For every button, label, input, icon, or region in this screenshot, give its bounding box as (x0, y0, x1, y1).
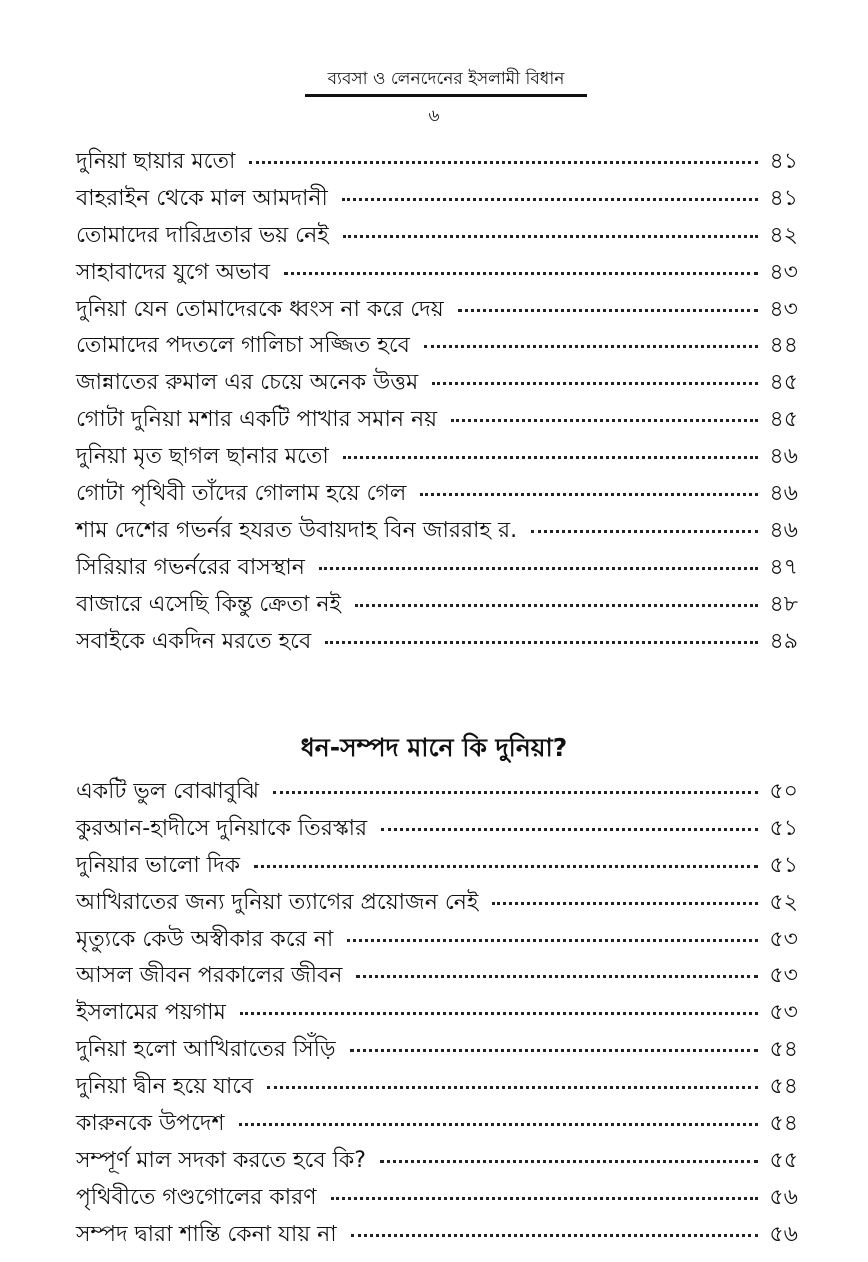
dot-leader (239, 1123, 759, 1126)
toc-entry[interactable] (76, 885, 798, 922)
toc-entry-title: দুনিয়ার ভালো দিক (76, 852, 241, 878)
toc-entry-title: বাজারে এসেছি কিন্তু ক্রেতা নই (76, 591, 341, 617)
toc-entry-page: ৫১ (769, 815, 798, 841)
toc-entry-title: সাহাবাদের যুগে অভাব (76, 259, 270, 285)
toc-entry-title: দুনিয়া হলো আখিরাতের সিঁড়ি (76, 1037, 336, 1063)
toc-entry-title: দুনিয়া মৃত ছাগল ছানার মতো (76, 444, 329, 470)
toc-entry[interactable] (76, 958, 798, 995)
dot-leader (451, 419, 758, 422)
dot-leader (273, 791, 758, 794)
toc-entry[interactable] (76, 181, 798, 218)
toc-entry[interactable] (76, 624, 798, 661)
dot-leader (350, 1049, 758, 1052)
toc-entry[interactable] (76, 144, 798, 181)
toc-entry-page: ৫৩ (769, 963, 798, 989)
dot-leader (356, 975, 758, 978)
dot-leader (284, 272, 758, 275)
dot-leader (347, 939, 758, 942)
toc-entry[interactable] (76, 1032, 798, 1069)
dot-leader (492, 902, 758, 905)
toc-entry[interactable] (76, 1106, 798, 1143)
toc-entry-title: কারুনকে উপদেশ (76, 1111, 225, 1137)
toc-entry-title: তোমাদের দারিদ্রতার ভয় নেই (76, 222, 329, 248)
toc-entry[interactable] (76, 328, 798, 365)
toc-entry[interactable] (76, 365, 798, 402)
toc-entry-page: ৪৩ (769, 259, 798, 285)
dot-leader (380, 1160, 758, 1163)
dot-leader (319, 567, 758, 570)
toc-entry-page: ৪৬ (769, 481, 798, 507)
dot-leader (432, 382, 758, 385)
toc-entry[interactable] (76, 995, 798, 1032)
toc-entry-title: গোটা দুনিয়া মশার একটি পাখার সমান নয় (76, 407, 438, 433)
toc-entry-page: ৪৬ (769, 517, 798, 543)
toc-entry-page: ৫১ (769, 852, 798, 878)
toc-entry[interactable] (76, 550, 798, 587)
toc-entry[interactable] (76, 1143, 798, 1180)
toc-entry[interactable] (76, 1069, 798, 1106)
toc-entry-title: আখিরাতের জন্য দুনিয়া ত্যাগের প্রয়োজন নেই (76, 889, 479, 915)
toc-entry-title: বাহরাইন থেকে মাল আমদানী (76, 185, 328, 211)
dot-leader (249, 161, 758, 164)
toc-entry[interactable] (76, 439, 798, 476)
dot-leader (343, 235, 758, 238)
toc-entry-page: ৪৩ (769, 296, 798, 322)
toc-list (76, 774, 798, 1254)
toc-entry[interactable] (76, 476, 798, 513)
toc-entry-page: ৪৮ (769, 591, 798, 617)
toc-entry-title: পৃথিবীতে গণ্ডগোলের কারণ (76, 1184, 317, 1210)
toc-entry-title: সম্পদ দ্বারা শান্তি কেনা যায় না (76, 1221, 337, 1247)
toc-entry-page: ৪৫ (769, 407, 798, 433)
toc-entry-title: সম্পূর্ণ মাল সদকা করতে হবে কি? (76, 1147, 366, 1173)
toc-entry[interactable] (76, 255, 798, 292)
toc-entry-page: ৪৫ (769, 370, 798, 396)
dot-leader (381, 828, 758, 831)
toc-entry-page: ৫৫ (769, 1147, 798, 1173)
toc-entry-title: ইসলামের পয়গাম (76, 1000, 226, 1026)
toc-entry[interactable] (76, 513, 798, 550)
dot-leader (355, 604, 758, 607)
section-heading: ধন-সম্পদ মানে কি দুনিয়া? (300, 733, 568, 762)
toc-entry-page: ৫৪ (769, 1037, 798, 1063)
dot-leader (531, 530, 758, 533)
toc-entry-title: জান্নাতের রুমাল এর চেয়ে অনেক উত্তম (76, 370, 419, 396)
toc-entry-title: সবাইকে একদিন মরতে হবে (76, 628, 312, 654)
toc-entry-title: গোটা পৃথিবী তাঁদের গোলাম হয়ে গেল (76, 481, 407, 507)
dot-leader (240, 1012, 758, 1015)
toc-entry[interactable] (76, 402, 798, 439)
toc-entry[interactable] (76, 811, 798, 848)
toc-entry-title: সিরিয়ার গভর্নরের বাসস্থান (76, 554, 305, 580)
toc-entry-page: ৫২ (769, 889, 798, 915)
toc-list (76, 144, 798, 660)
dot-leader (458, 309, 758, 312)
dot-leader (420, 493, 758, 496)
toc-entry-title: দুনিয়া দ্বীন হয়ে যাবে (76, 1074, 254, 1100)
toc-entry-title: মৃত্যুকে কেউ অস্বীকার করে না (76, 926, 334, 952)
toc-entry-page: ৫৪ (769, 1074, 798, 1100)
toc-entry[interactable] (76, 587, 798, 624)
toc-entry[interactable] (76, 1217, 798, 1254)
toc-entry-title: শাম দেশের গভর্নর হযরত উবায়দাহ বিন জাররাহ র. (76, 517, 518, 543)
toc-entry-page: ৫৪ (769, 1111, 798, 1137)
toc-entry-page: ৪১ (769, 185, 798, 211)
toc-entry[interactable] (76, 922, 798, 959)
toc-entry-page: ৪২ (769, 222, 798, 248)
dot-leader (267, 1086, 758, 1089)
toc-entry[interactable] (76, 848, 798, 885)
dot-leader (254, 865, 758, 868)
dot-leader (351, 1234, 758, 1237)
dot-leader (325, 641, 758, 644)
toc-entry[interactable] (76, 218, 798, 255)
toc-entry-title: আসল জীবন পরকালের জীবন (76, 963, 343, 989)
toc-entry-page: ৫৬ (769, 1184, 798, 1210)
toc-entry-title: দুনিয়া ছায়ার মতো (76, 149, 236, 174)
dot-leader (342, 198, 758, 201)
toc-entry-title: একটি ভুল বোঝাবুঝি (76, 779, 259, 804)
toc-entry-title: কুরআন-হাদীসে দুনিয়াকে তিরস্কার (76, 815, 368, 841)
dot-leader (424, 345, 758, 348)
page-number: ৬ (428, 106, 440, 126)
toc-entry-page: ৫০ (769, 779, 798, 804)
toc-entry-page: ৫৩ (769, 926, 798, 952)
toc-entry-page: ৪১ (769, 149, 798, 174)
toc-entry[interactable] (76, 1180, 798, 1217)
toc-entry-page: ৫৩ (769, 1000, 798, 1026)
toc-entry-page: ৪৭ (769, 554, 798, 580)
toc-entry-title: দুনিয়া যেন তোমাদেরকে ধ্বংস না করে দেয় (76, 296, 444, 322)
running-title: ব্যবসা ও লেনদেনের ইসলামী বিধান (305, 66, 587, 97)
toc-entry-title: তোমাদের পদতলে গালিচা সজ্জিত হবে (76, 333, 410, 359)
dot-leader (331, 1197, 758, 1200)
toc-entry-page: ৪৬ (769, 444, 798, 470)
dot-leader (343, 456, 758, 459)
toc-entry[interactable] (76, 292, 798, 329)
toc-entry-page: ৫৬ (769, 1221, 798, 1247)
toc-entry-page: ৪৯ (769, 628, 798, 654)
toc-entry[interactable] (76, 774, 798, 811)
toc-entry-page: ৪৪ (769, 333, 798, 359)
